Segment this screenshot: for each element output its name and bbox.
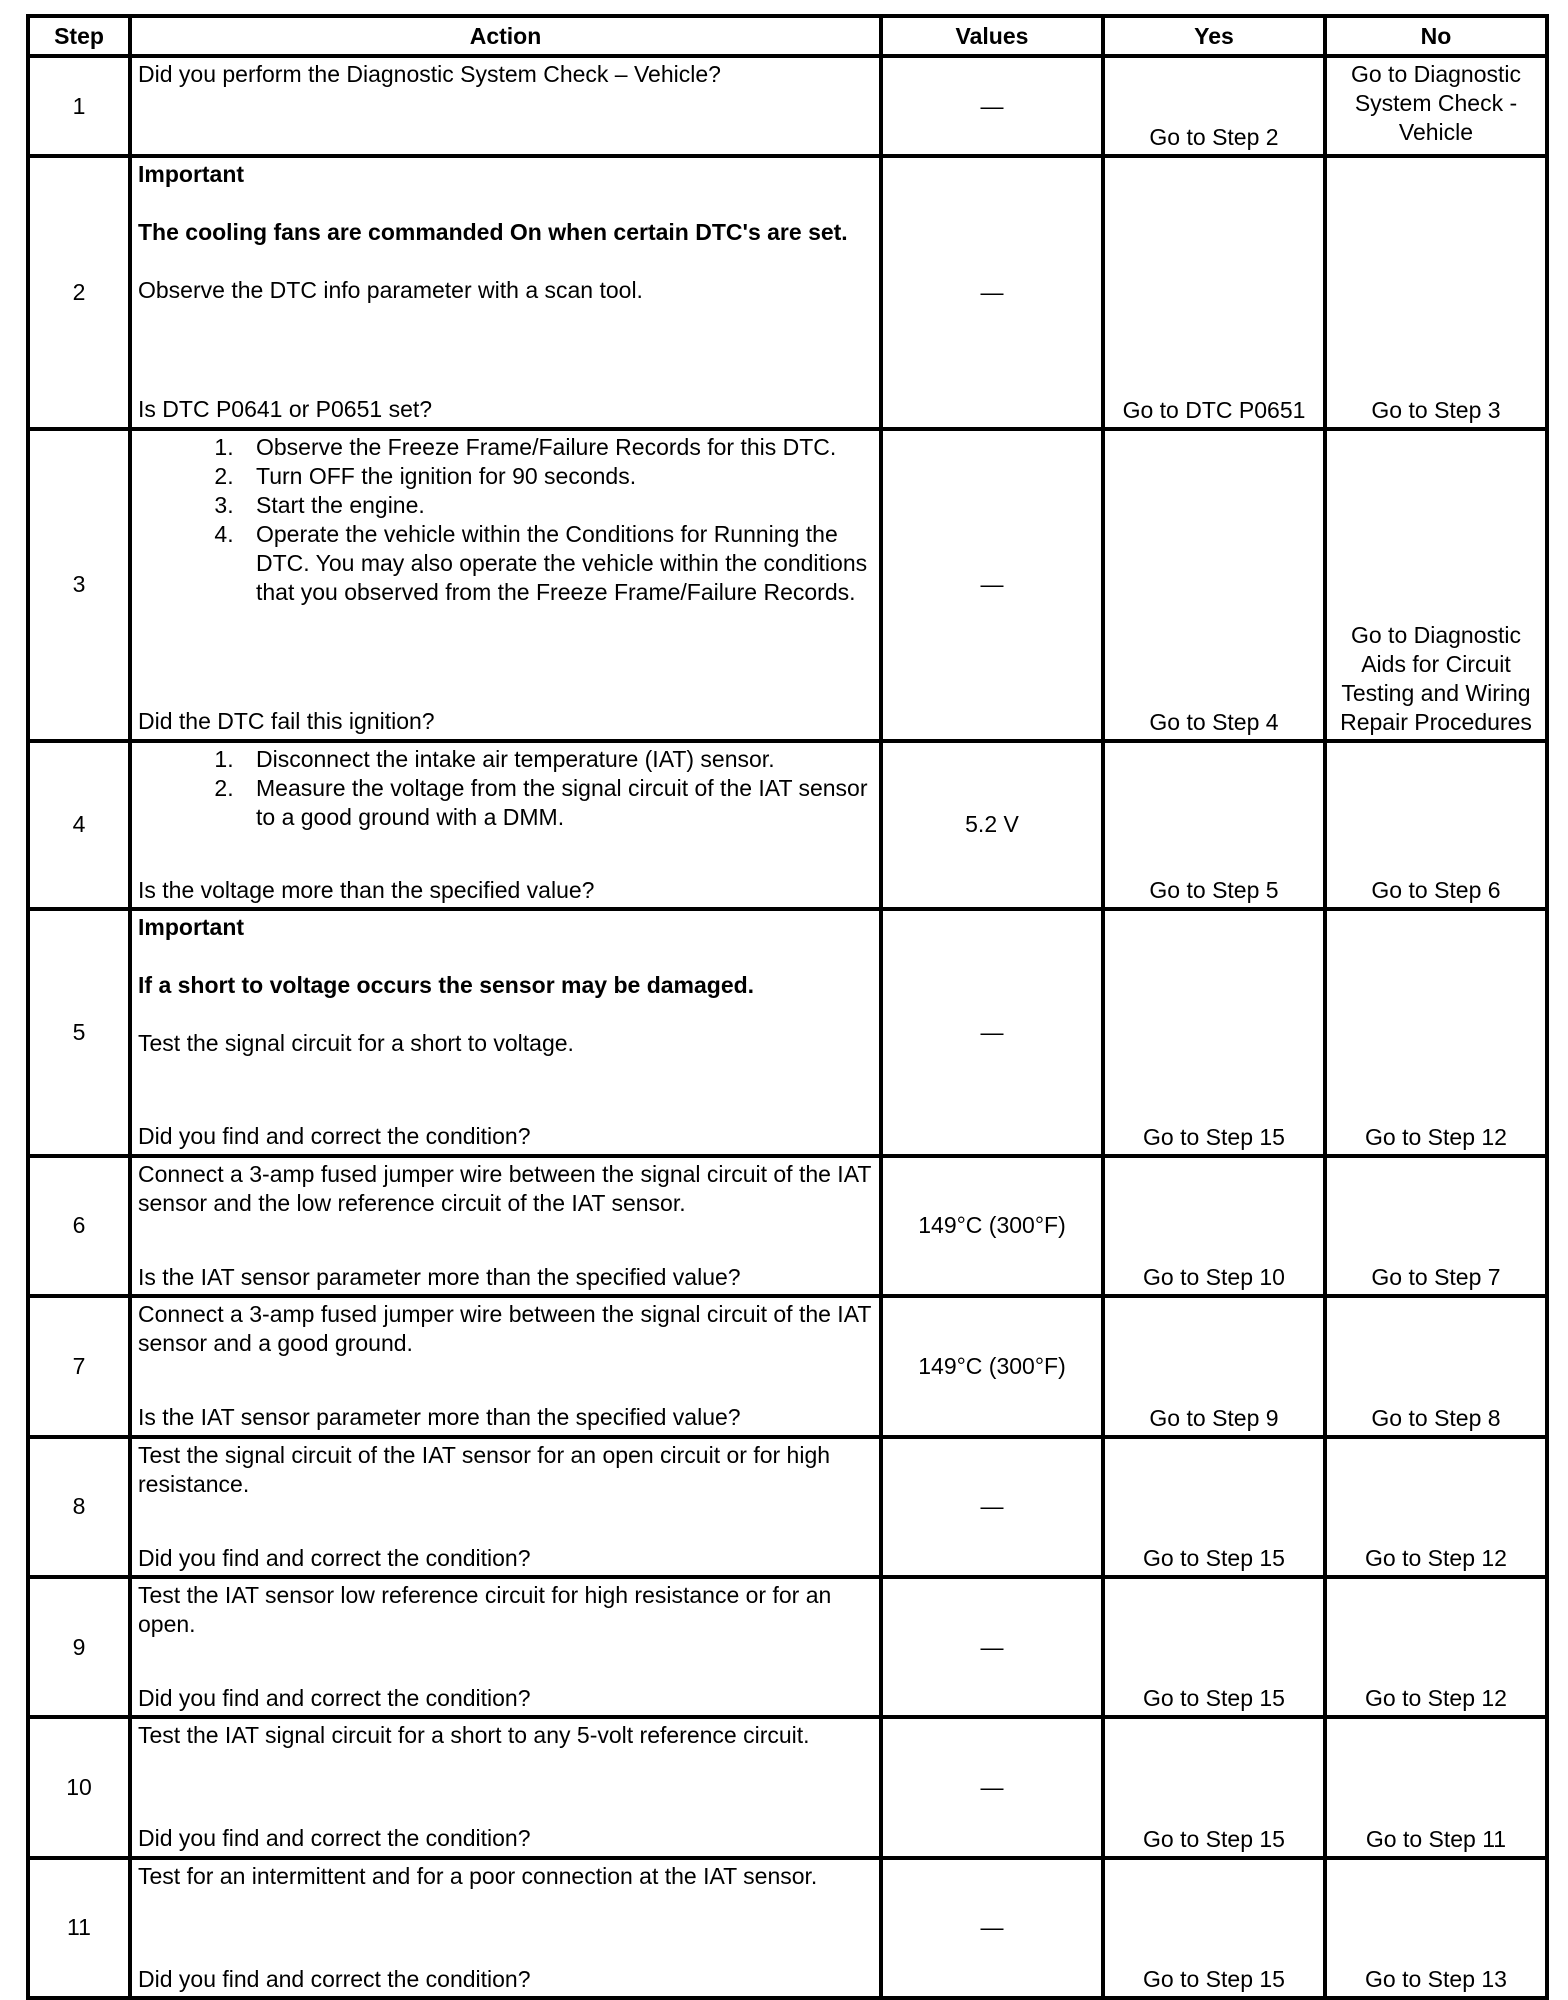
table-body	[28, 56, 1547, 1998]
value-cell: —	[881, 56, 1103, 156]
value-cell: 149°C (300°F)	[881, 1296, 1103, 1436]
action-content	[138, 60, 873, 152]
action-cell	[130, 156, 881, 429]
table-row	[28, 1296, 1547, 1436]
action-question: Is the voltage more than the specified value?	[138, 876, 595, 903]
action-question: Did you find and correct the condition?	[138, 1684, 531, 1711]
value-cell: —	[881, 909, 1103, 1156]
action-steps-list	[138, 433, 873, 607]
action-cell	[130, 741, 881, 909]
list-item: 1. Disconnect the intake air temperature (IAT) sensor.	[240, 745, 873, 774]
spacer	[138, 189, 873, 218]
action-content	[138, 745, 873, 905]
yes-result: Go to Step 15	[1103, 909, 1325, 1156]
action-top	[138, 1581, 873, 1639]
action-top	[138, 745, 873, 832]
no-result: Go to Step 3	[1325, 156, 1547, 429]
header-row	[28, 16, 1547, 56]
action-question: Did you find and correct the condition?	[138, 1544, 531, 1571]
value-cell: —	[881, 1437, 1103, 1577]
action-text: Connect a 3-amp fused jumper wire between the signal circuit of the IAT sensor and a good ground.	[138, 1301, 871, 1357]
no-result: Go to Step 11	[1325, 1717, 1547, 1857]
yes-result: Go to Step 5	[1103, 741, 1325, 909]
diagnostic-table	[26, 14, 1549, 2000]
table-row	[28, 741, 1547, 909]
value-cell: —	[881, 429, 1103, 741]
value-cell: —	[881, 1858, 1103, 1998]
action-cell	[130, 1156, 881, 1296]
action-top	[138, 160, 873, 305]
action-content	[138, 1441, 873, 1573]
no-result: Go to Step 6	[1325, 741, 1547, 909]
action-cell	[130, 909, 881, 1156]
action-content	[138, 1160, 873, 1292]
step-number: 10	[28, 1717, 130, 1857]
table-row	[28, 1156, 1547, 1296]
table-row	[28, 1717, 1547, 1857]
list-item: 4. Operate the vehicle within the Conditions for Running the DTC. You may also operate the vehicle within the conditions that you observed from the Freeze Frame/Failure Records.	[240, 520, 873, 607]
step-number: 2	[28, 156, 130, 429]
header-values: Values	[881, 16, 1103, 56]
important-note: If a short to voltage occurs the sensor may be damaged.	[138, 972, 755, 999]
value-cell: —	[881, 1577, 1103, 1717]
important-label: Important	[138, 161, 245, 188]
value-cell: 5.2 V	[881, 741, 1103, 909]
no-result: Go to Diagnostic Aids for Circuit Testing and Wiring Repair Procedures	[1325, 429, 1547, 741]
action-cell	[130, 1296, 881, 1436]
no-result: Go to Step 13	[1325, 1858, 1547, 1998]
action-top	[138, 433, 873, 607]
action-content	[138, 1862, 873, 1994]
no-result: Go to Step 12	[1325, 1577, 1547, 1717]
action-top	[138, 1300, 873, 1358]
list-item: 2. Measure the voltage from the signal circuit of the IAT sensor to a good ground with a DMM.	[240, 774, 873, 832]
action-cell	[130, 56, 881, 156]
yes-result: Go to Step 9	[1103, 1296, 1325, 1436]
table-row	[28, 429, 1547, 741]
action-top	[138, 1862, 873, 1891]
important-note: The cooling fans are commanded On when certain DTC's are set.	[138, 219, 848, 246]
action-cell	[130, 1717, 881, 1857]
spacer	[138, 942, 873, 971]
spacer	[138, 247, 873, 276]
spacer	[138, 1000, 873, 1029]
list-item: 3. Start the engine.	[240, 491, 873, 520]
header-yes: Yes	[1103, 16, 1325, 56]
table-row	[28, 156, 1547, 429]
list-item: 1. Observe the Freeze Frame/Failure Records for this DTC.	[240, 433, 873, 462]
yes-result: Go to Step 15	[1103, 1858, 1325, 1998]
step-number: 8	[28, 1437, 130, 1577]
action-text: Did you perform the Diagnostic System Check – Vehicle?	[138, 61, 721, 87]
step-number: 11	[28, 1858, 130, 1998]
action-top	[138, 60, 873, 89]
action-cell	[130, 429, 881, 741]
header-step: Step	[28, 16, 130, 56]
action-question: Is the IAT sensor parameter more than the specified value?	[138, 1404, 741, 1431]
list-item: 2. Turn OFF the ignition for 90 seconds.	[240, 462, 873, 491]
action-content	[138, 433, 873, 736]
header-action: Action	[130, 16, 881, 56]
action-top	[138, 1721, 873, 1750]
yes-result: Go to Step 2	[1103, 56, 1325, 156]
action-cell	[130, 1858, 881, 1998]
action-cell	[130, 1577, 881, 1717]
important-label: Important	[138, 914, 245, 941]
no-result: Go to Step 12	[1325, 1437, 1547, 1577]
value-cell: —	[881, 156, 1103, 429]
yes-result: Go to Step 15	[1103, 1577, 1325, 1717]
table-row	[28, 1858, 1547, 1998]
action-text: Test the IAT signal circuit for a short to any 5-volt reference circuit.	[138, 1722, 810, 1749]
value-cell: —	[881, 1717, 1103, 1857]
header-no: No	[1325, 16, 1547, 56]
action-question: Did the DTC fail this ignition?	[138, 707, 435, 734]
action-content	[138, 1300, 873, 1432]
action-top	[138, 1160, 873, 1218]
no-result: Go to Diagnostic System Check - Vehicle	[1325, 56, 1547, 156]
action-text: Test the signal circuit of the IAT sensor for an open circuit or for high resistance.	[138, 1441, 831, 1497]
step-number: 7	[28, 1296, 130, 1436]
yes-result: Go to Step 15	[1103, 1437, 1325, 1577]
value-cell: 149°C (300°F)	[881, 1156, 1103, 1296]
action-content	[138, 1721, 873, 1853]
no-result: Go to Step 8	[1325, 1296, 1547, 1436]
action-content	[138, 160, 873, 424]
action-top	[138, 1441, 873, 1499]
table-row	[28, 1437, 1547, 1577]
yes-result: Go to Step 15	[1103, 1717, 1325, 1857]
action-content	[138, 1581, 873, 1713]
step-number: 9	[28, 1577, 130, 1717]
action-question: Did you find and correct the condition?	[138, 1123, 531, 1150]
action-text: Test the IAT sensor low reference circuit for high resistance or for an open.	[138, 1581, 832, 1637]
step-number: 3	[28, 429, 130, 741]
action-text: Test the signal circuit for a short to voltage.	[138, 1030, 574, 1057]
table-row	[28, 1577, 1547, 1717]
yes-result: Go to Step 10	[1103, 1156, 1325, 1296]
action-question: Is the IAT sensor parameter more than the specified value?	[138, 1263, 741, 1290]
no-result: Go to Step 7	[1325, 1156, 1547, 1296]
table-row	[28, 56, 1547, 156]
action-text: Test for an intermittent and for a poor connection at the IAT sensor.	[138, 1862, 818, 1889]
action-text: Observe the DTC info parameter with a scan tool.	[138, 277, 643, 304]
action-question: Did you find and correct the condition?	[138, 1965, 531, 1992]
yes-result: Go to Step 4	[1103, 429, 1325, 741]
action-cell	[130, 1437, 881, 1577]
action-question: Is DTC P0641 or P0651 set?	[138, 396, 433, 423]
step-number: 6	[28, 1156, 130, 1296]
table-row	[28, 909, 1547, 1156]
no-result: Go to Step 12	[1325, 909, 1547, 1156]
action-question: Did you find and correct the condition?	[138, 1825, 531, 1852]
action-text: Connect a 3-amp fused jumper wire between the signal circuit of the IAT sensor and the low reference circuit of the IAT sensor.	[138, 1160, 871, 1216]
yes-result: Go to DTC P0651	[1103, 156, 1325, 429]
step-number: 4	[28, 741, 130, 909]
action-steps-list	[138, 745, 873, 832]
action-top	[138, 913, 873, 1058]
action-content	[138, 913, 873, 1151]
step-number: 5	[28, 909, 130, 1156]
step-number: 1	[28, 56, 130, 156]
